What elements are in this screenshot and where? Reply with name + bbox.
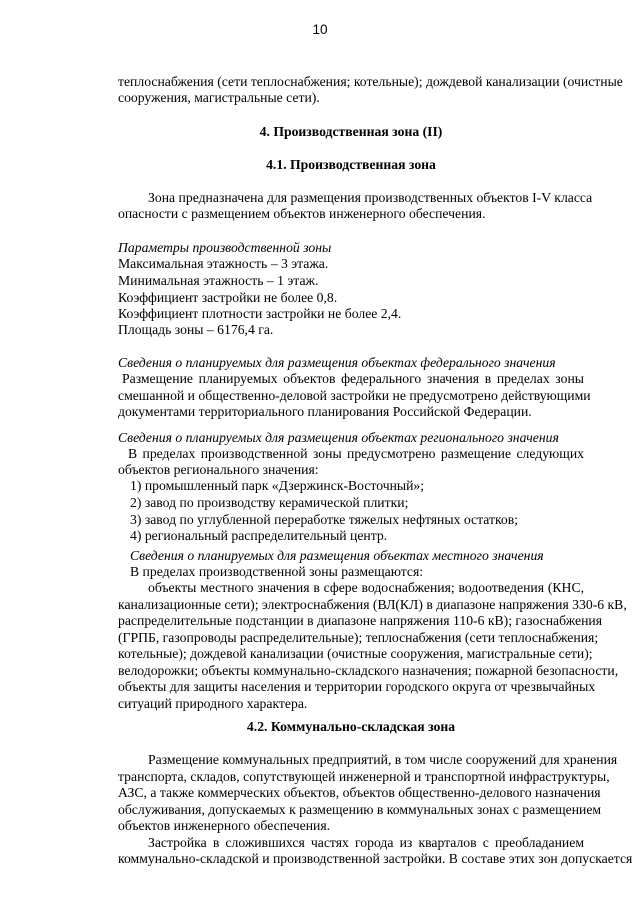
communal-line: АЗС, а также коммерческих объектов, объектов общественно-делового назначения (118, 785, 601, 800)
regional-intro-line-1: В пределах производственной зоны предусмотрено размещение следующих (128, 446, 584, 461)
local-line: канализационные сети); электроснабжения (ВЛ(КЛ) в диапазоне напряжения 330-6 кВ, (118, 597, 627, 612)
section-heading: 4. Производственная зона (II) (259, 124, 443, 139)
regional-item: 2) завод по производству керамической плитки; (130, 495, 409, 510)
regional-item: 1) промышленный парк «Дзержинск-Восточный»; (130, 478, 425, 493)
local-line: (ГРПБ, газопроводы распределительные); теплоснабжения (сети теплоснабжения; (118, 630, 599, 645)
purpose-line-1: Зона предназначена для размещения производственных объектов I-V класса (148, 190, 593, 205)
local-line: объекты для защиты населения и территории городского округа от чрезвычайных (118, 679, 596, 694)
subsection-heading-4-1: 4.1. Производственная зона (266, 157, 436, 172)
purpose-line-2: опасности с размещением объектов инженерного обеспечения. (118, 206, 486, 221)
local-line: распределительные подстанции в диапазоне напряжения 110-6 кВ); газоснабжения (118, 613, 603, 628)
regional-intro-line-2: объектов регионального значения: (118, 462, 319, 477)
federal-line-3: документами территориального планирования Российской Федерации. (118, 404, 532, 419)
local-line: объекты местного значения в сфере водоснабжения; водоотведения (КНС, (148, 580, 584, 595)
federal-line-2: смешанной и общественно-деловой застройки не предусмотрено действующими (118, 388, 591, 403)
local-title: Сведения о планируемых для размещения объектах местного значения (130, 548, 544, 563)
page-number: 10 (312, 22, 328, 37)
local-line: котельные); дождевой канализации (очистные сооружения, магистральные сети); (118, 646, 593, 661)
communal-line: объектов инженерного обеспечения. (118, 818, 331, 833)
local-line: велодорожки; объекты коммунально-складского назначения; пожарной безопасности, (118, 663, 619, 678)
zone-area: Площадь зоны – 6176,4 га. (118, 322, 274, 337)
communal-line: обслуживания, допускаемых к размещению в коммунальных зонах с размещением (118, 802, 602, 817)
regional-item: 4) региональный распределительный центр. (130, 528, 388, 543)
intro-line-1: теплоснабжения (сети теплоснабжения; котельные); дождевой канализации (очистные (118, 74, 623, 89)
regional-title: Сведения о планируемых для размещения объектах регионального значения (118, 430, 559, 445)
parameter-item: Максимальная этажность – 3 этажа. (118, 256, 329, 271)
local-intro: В пределах производственной зоны размещаются: (130, 564, 424, 579)
communal-line: Размещение коммунальных предприятий, в том числе сооружений для хранения (148, 752, 618, 767)
parameter-item: Минимальная этажность – 1 этаж. (118, 273, 319, 288)
federal-line-1: Размещение планируемых объектов федерального значения в пределах зоны (122, 371, 584, 386)
build-line-1: Застройка в сложившихся частях города из кварталов с преобладанием (148, 835, 584, 850)
parameters-title: Параметры производственной зоны (118, 240, 332, 255)
subsection-heading-4-2: 4.2. Коммунально-складская зона (246, 719, 456, 734)
parameter-item: Коэффициент застройки не более 0,8. (118, 290, 338, 305)
federal-title: Сведения о планируемых для размещения объектах федерального значения (118, 355, 556, 370)
communal-line: транспорта, складов, сопутствующей инженерной и транспортной инфраструктуры, (118, 769, 610, 784)
parameter-item: Коэффициент плотности застройки не более 2,4. (118, 306, 402, 321)
build-line-2: коммунально-складской и производственной застройки. В составе этих зон допускается (118, 851, 633, 866)
regional-item: 3) завод по углубленной переработке тяжелых нефтяных остатков; (130, 512, 519, 527)
local-line: ситуаций природного характера. (118, 696, 308, 711)
intro-line-2: сооружения, магистральные сети). (118, 90, 320, 105)
